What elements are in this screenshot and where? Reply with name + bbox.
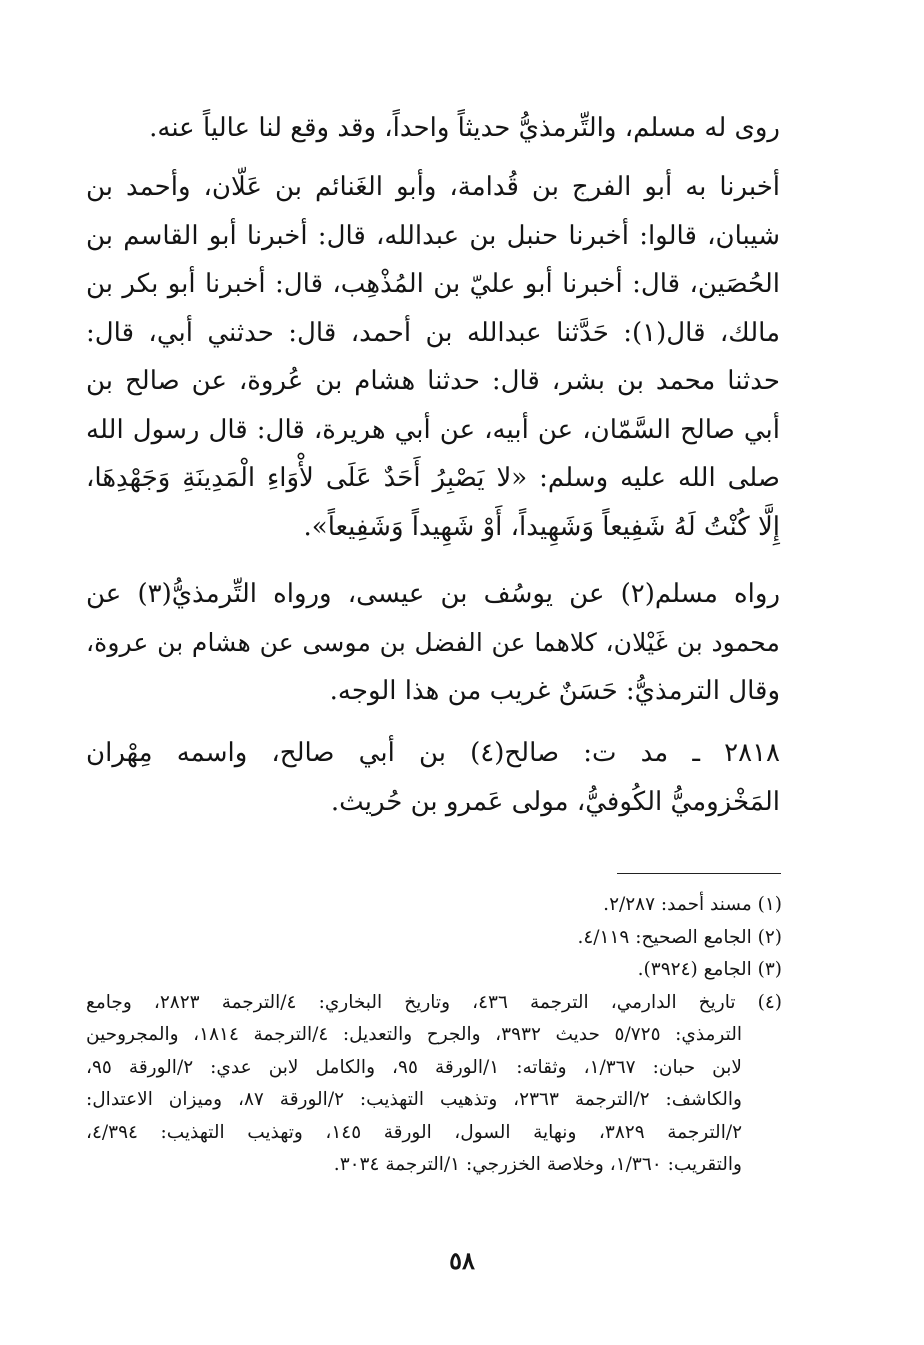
footnote-label: (٤)	[757, 991, 782, 1013]
paragraph	[86, 104, 780, 153]
footnote-text: تاريخ الدارمي، الترجمة ٤٣٦، وتاريخ البخاري: ٤/الترجمة ٢٨٢٣، وجامع	[86, 991, 736, 1013]
footnote-text: لابن حبان: ١/٣٦٧، وثقاته: ١/الورقة ٩٥، والكامل لابن عدي: ٢/الورقة ٩٥،	[86, 1056, 742, 1078]
footnote-line	[86, 987, 782, 1020]
footnote	[86, 954, 782, 987]
footnote-label: (٣)	[757, 959, 782, 980]
paragraph	[86, 570, 780, 716]
text-line: حدثنا محمد بن بشر، قال: حدثنا هشام بن عُروة، عن صالح بن	[86, 366, 780, 396]
footnote-line	[86, 1149, 782, 1182]
text-line: شيبان، قالوا: أخبرنا حنبل بن عبدالله، قال: أخبرنا أبو القاسم بن	[86, 220, 780, 251]
footnote-text: الترمذي: ٥/٧٢٥ حديث ٣٩٣٢، والجرح والتعديل: ٤/الترجمة ١٨١٤، والمجروحين	[86, 1024, 742, 1045]
footnote-label: (٢)	[757, 926, 782, 948]
text-line: أبي صالح السَّمّان، عن أبيه، عن أبي هريرة، قال: قال رسول الله	[86, 414, 780, 445]
page-number: ٥٨	[449, 1246, 475, 1275]
text-line: أخبرنا به أبو الفرج بن قُدامة، وأبو الغَنائم بن عَلّان، وأحمد بن	[86, 172, 780, 202]
text-line: رواه مسلم(٢) عن يوسُف بن عيسى، ورواه التِّرمذيُّ(٣) عن	[86, 579, 781, 609]
text-line: إِلَّا كُنْتُ لَهُ شَفِيعاً وَشَهِيداً، أَوْ شَهِيداً وَشَفِيعاً».	[303, 511, 780, 542]
paragraph	[86, 163, 780, 551]
text-line: الحُصَين، قال: أخبرنا أبو عليّ بن المُذْهِب، قال: أخبرنا أبو بكر بن	[86, 269, 780, 299]
footnote-text: الجامع الصحيح: ٤/١١٩.	[577, 926, 752, 948]
footnote-text: الجامع (٣٩٢٤).	[637, 959, 752, 980]
text-line: ٢٨١٨ ـ مد ت: صالح(٤) بن أبي صالح، واسمه مِهْران	[86, 738, 780, 768]
footnote-line	[86, 1117, 782, 1150]
paragraph	[86, 729, 780, 826]
text-line: محمود بن غَيْلان، كلاهما عن الفضل بن موسى عن هشام بن عروة،	[86, 627, 780, 657]
text-line: وقال الترمذيُّ: حَسَنٌ غريب من هذا الوجه.	[329, 676, 780, 706]
footnote-line	[86, 1084, 782, 1117]
footnotes	[86, 889, 782, 1182]
footnote-text: والتقريب: ١/٣٦٠، وخلاصة الخزرجي: ١/الترجمة ٣٠٣٤.	[333, 1154, 742, 1175]
text-line: روى له مسلم، والتِّرمذيُّ حديثاً واحداً، وقد وقع لنا عالياً عنه.	[149, 113, 780, 143]
footnote-text: والكاشف: ٢/الترجمة ٢٣٦٣، وتذهيب التهذيب: ٢/الورقة ٨٧، وميزان الاعتدال:	[86, 1089, 742, 1110]
footnote-line	[86, 922, 782, 955]
footnote-label: (١)	[757, 894, 782, 915]
footnote-line	[86, 954, 782, 987]
footnote-line	[86, 1052, 782, 1085]
footnote	[86, 987, 782, 1182]
footnote-line	[86, 889, 782, 922]
footnote-text: ٢/الترجمة ٣٨٢٩، ونهاية السول، الورقة ١٤٥، وتهذيب التهذيب: ٤/٣٩٤،	[86, 1121, 743, 1143]
footnote	[86, 922, 782, 955]
text-line: صلى الله عليه وسلم: «لا يَصْبِرُ أَحَدٌ عَلَى لأْوَاءِ الْمَدِينَةِ وَجَهْدِهَا،	[86, 463, 780, 493]
footnote-text: مسند أحمد: ٢/٢٨٧.	[603, 894, 752, 915]
footnote	[86, 889, 782, 922]
text-line: مالك، قال(١): حَدَّثنا عبدالله بن أحمد، قال: حدثني أبي، قال:	[86, 317, 780, 348]
footnote-separator	[617, 873, 781, 874]
footnote-line	[86, 1019, 782, 1052]
text-line: المَخْزوميُّ الكُوفيُّ، مولى عَمرو بن حُريث.	[330, 786, 780, 817]
